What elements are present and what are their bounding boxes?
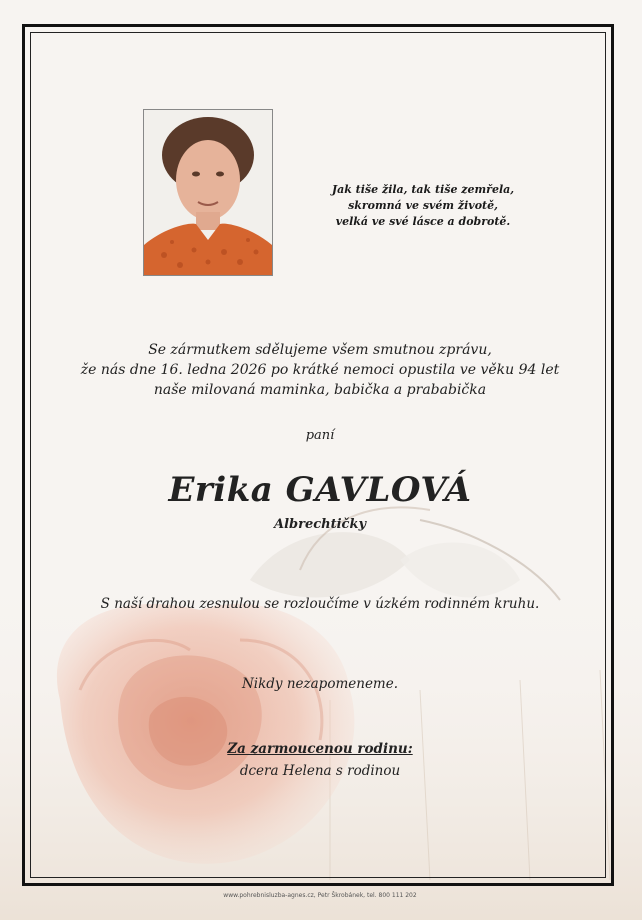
farewell-text: S naší drahou zesnulou se rozloučíme v úzkém rodinném kruhu. — [100, 596, 540, 612]
family-signature: dcera Helena s rodinou — [239, 763, 401, 779]
verse-line: velká ve své lásce a dobrotě. — [335, 215, 511, 228]
portrait-illustration — [144, 110, 272, 275]
memorial-verse — [318, 182, 528, 230]
verse-line: skromná ve svém životě, — [348, 199, 498, 212]
announcement-line: že nás dne 16. ledna 2026 po krátké nemoci opustila ve věku 94 let — [80, 362, 560, 378]
announcement-line: Se zármutkem sdělujeme všem smutnou zprávu, — [148, 342, 492, 358]
verse-line: Jak tiše žila, tak tiše zemřela, — [331, 183, 515, 196]
portrait-photo — [143, 109, 273, 276]
deceased-name: Erika GAVLOVÁ — [168, 470, 472, 510]
announcement-text — [60, 340, 580, 400]
maiden-name: Albrechtičky — [273, 517, 367, 532]
honorific: paní — [305, 428, 335, 443]
remembrance-text: Nikdy nezapomeneme. — [241, 676, 399, 692]
family-heading: Za zarmoucenou rodinu: — [227, 741, 413, 757]
announcement-line: naše milovaná maminka, babička a prababička — [153, 382, 487, 398]
funeral-service-footer: www.pohrebnisluzba-agnes.cz, Petr Škrobánek, tel. 800 111 202 — [223, 892, 417, 899]
